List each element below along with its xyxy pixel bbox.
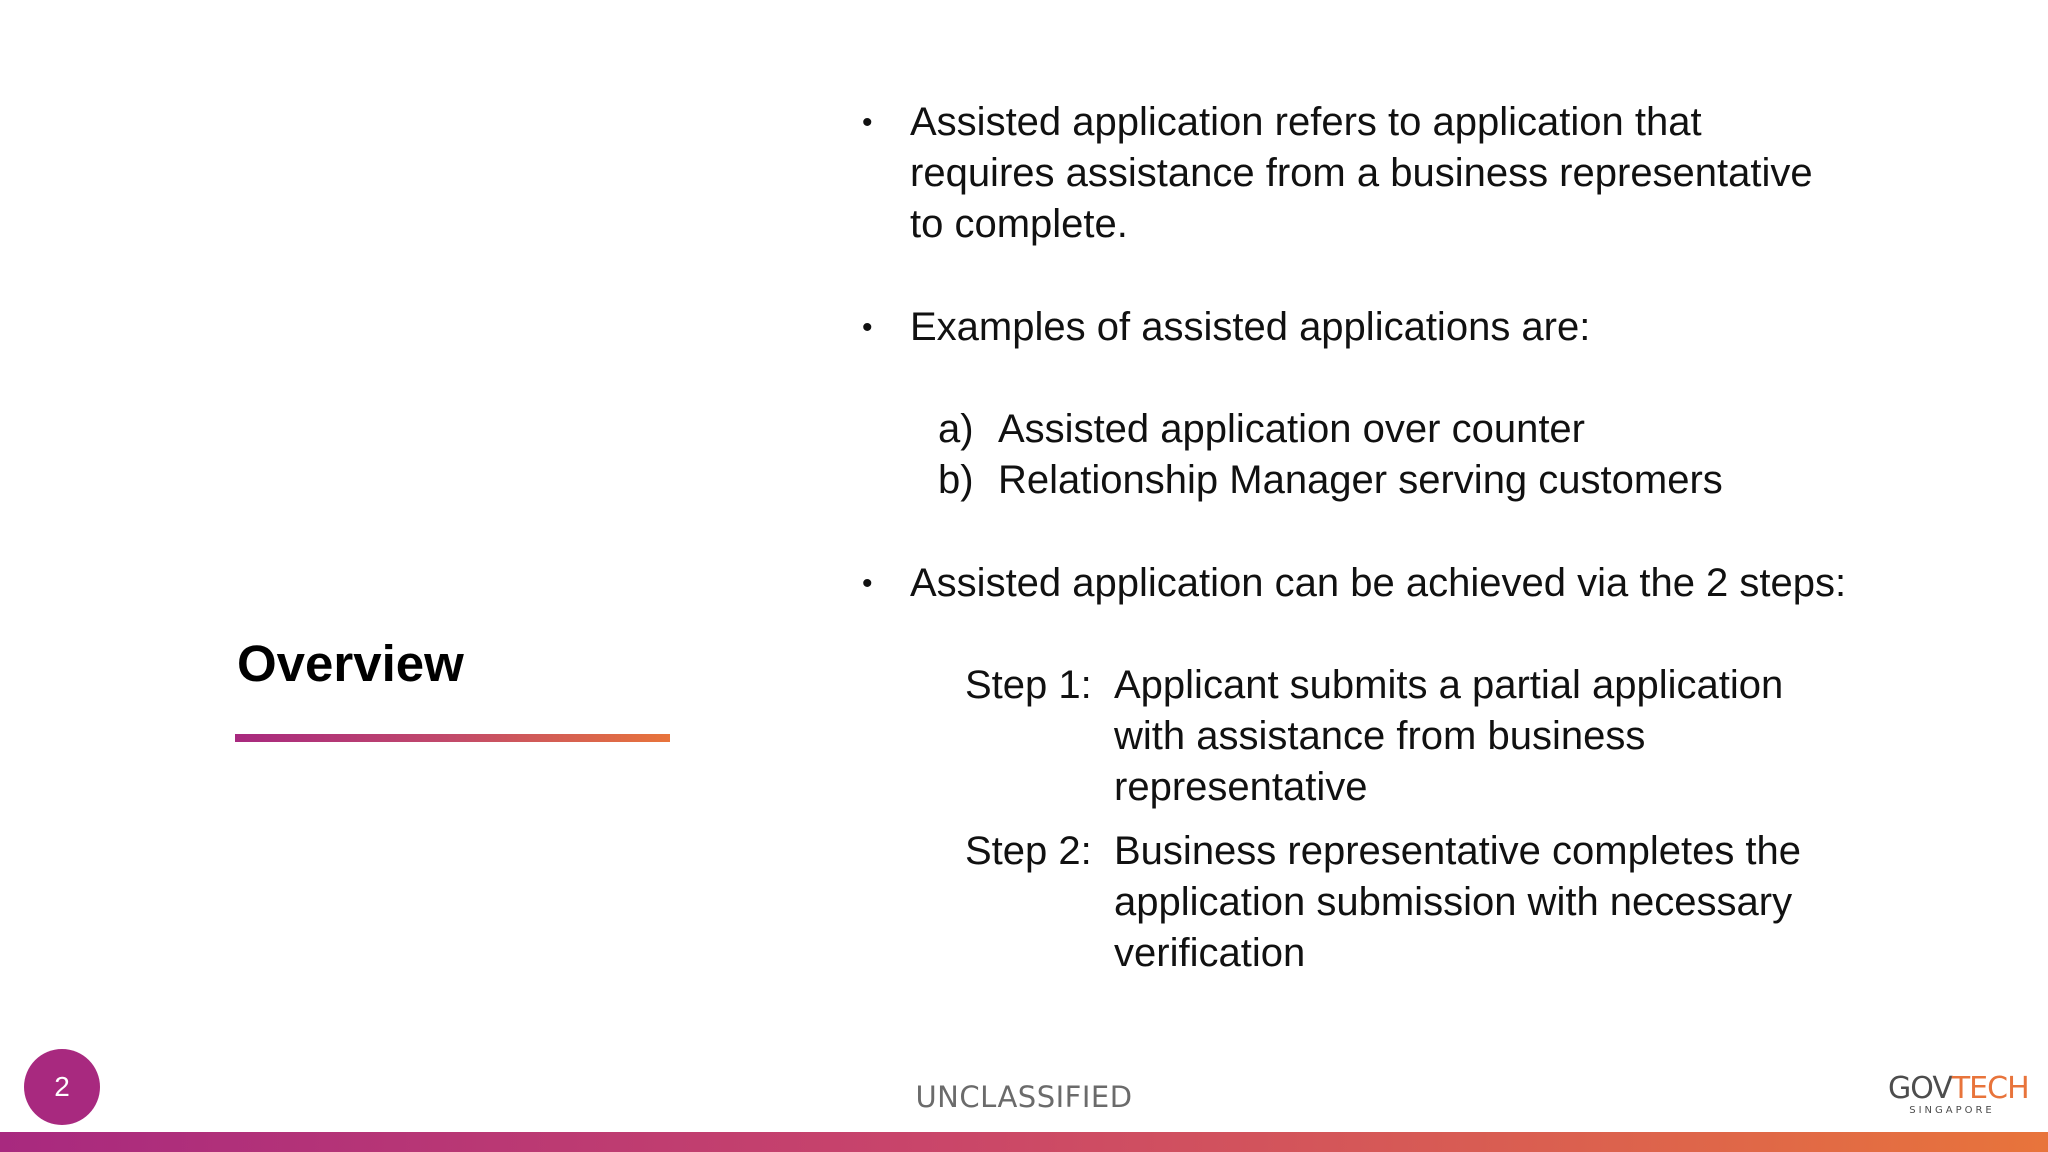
govtech-logo xyxy=(1888,1071,2029,1120)
bullet-line: Examples of assisted applications are: xyxy=(910,305,1591,349)
bottom-gradient-bar xyxy=(0,1132,2048,1152)
bullet-line: to complete. xyxy=(910,202,1128,246)
bullet-item xyxy=(910,302,1950,353)
bullet-line: Assisted application can be achieved via the 2 steps: xyxy=(910,561,1847,605)
slide-title: Overview xyxy=(237,635,464,692)
step-label: Step 1: xyxy=(965,663,1092,707)
logo-gov-text: GOV xyxy=(1888,1071,1952,1106)
bullet-line: requires assistance from a business representative xyxy=(910,151,1813,195)
logo-subtitle: SINGAPORE xyxy=(1909,1105,1995,1116)
step-line: application submission with necessary xyxy=(1114,880,1793,924)
step-line: with assistance from business xyxy=(1114,714,1646,758)
step-text xyxy=(1114,660,1934,813)
example-item xyxy=(938,404,1978,455)
bullet-item xyxy=(910,558,1950,609)
classification-label: UNCLASSIFIED xyxy=(915,1080,1133,1114)
example-text: Assisted application over counter xyxy=(998,407,1585,451)
bullet-marker: • xyxy=(862,106,873,139)
page-number-badge: 2 xyxy=(24,1049,100,1125)
step-line: verification xyxy=(1114,931,1306,975)
bullet-marker: • xyxy=(862,311,873,344)
example-marker: a) xyxy=(938,407,974,451)
step-label: Step 2: xyxy=(965,829,1092,873)
example-text: Relationship Manager serving customers xyxy=(998,458,1723,502)
step-line: representative xyxy=(1114,765,1368,809)
logo-wordmark xyxy=(1888,1071,2029,1106)
step-text xyxy=(1114,826,1934,979)
step-line: Applicant submits a partial application xyxy=(1114,663,1784,707)
example-item xyxy=(938,455,1978,506)
logo-tech-text: TECH xyxy=(1951,1071,2029,1106)
bullet-item xyxy=(910,97,1950,250)
example-marker: b) xyxy=(938,458,974,502)
bullet-marker: • xyxy=(862,567,873,600)
bullet-line: Assisted application refers to application that xyxy=(910,100,1702,144)
step-line: Business representative completes the xyxy=(1114,829,1802,873)
